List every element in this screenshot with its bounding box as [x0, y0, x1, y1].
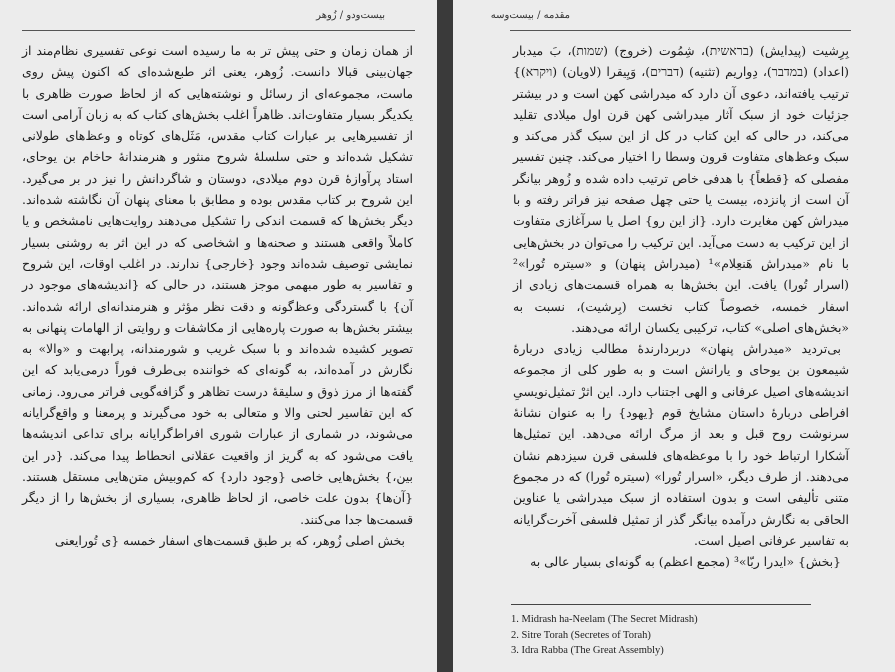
footnote: 2. Sitre Torah (Secretes of Torah)	[511, 629, 651, 641]
running-header: مقدمه / بیست‌وسه	[490, 10, 570, 21]
footnote: 3. Idra Rabba (The Great Assembly)	[511, 645, 664, 656]
right-page	[453, 0, 895, 672]
left-page	[0, 0, 437, 672]
header-rule	[22, 30, 415, 31]
paragraph: بی‌تردید «میدراش پنهان» دربردارندهٔ مطالب زیادی دربارهٔ شیمعون بن یوحای و یارانش است و به طور کلی از مجموعه اندیشه‌های اصیل عرفانی و الهی اجتناب دارد. این اثرْ تمثیل‌نویسیِ افراطی دربارهٔ داستان مشایخ قوم {یهود} را به عنوان نشانهٔ سرنوشت روح قبل و بعد از مرگ ارائه می‌دهد. این تمثیل‌ها آشکارا ارتباط خود را با موعظه‌های فلسفی قرن سیزدهم نشان می‌دهند. از طرف دیگر، «اسرار تُورا» (سیتره تُورا) که در مجموع متنی تألیفی است و بدون استفاده از سبک میدراشی یا عناوین الحاقی به نگارش درآمده بیانگر گذر از تمثیل فلسفی آخرت‌گرایانه به تفاسیر عرفانی اصیل است.	[513, 341, 849, 548]
paragraph: از همان زمان و حتی پیش تر به ما رسیده است نوعی تفسیری نظام‌مند از جهان‌بینی قبالا دانست. زُوهر، یعنی اثر طبع‌شده‌ای که اکنون پیش روی ماست، مجموعه‌ای از رسائل و نوشته‌هایی که از لحاظ صورت ظاهری با یکدیگر بسیار متفاوت‌اند. ظاهراً اغلب بخش‌های کتاب که به زبان آرامی است از تفسیرهایی بر عبارات کتاب مقدس، مَثَل‌های کوتاه و وعظ‌های طولانی تشکیل شده‌اند و حتی سلسلهٔ شروح منثور و هنرمندانهٔ حاخام بن یوحای، استاد پرآوازهٔ قرن دوم میلادی، دوستان و شاگردانش را نیز در بر می‌گیرد. این شروح بر کتاب مقدس بوده و مطابق با معنای پنهان آن نگاشته شده‌اند. دیگر بخش‌ها که قسمت اندکی را تشکیل می‌دهند روایت‌هایی نامشخص و یا کاملاً واقعی هستند و صحنه‌ها و اشخاصی که در این اثر به روشنی بسیار نمایشی توصیف شده‌اند وجود {خارجی} ندارند. در اغلب اوقات، این شروح و تفاسیر به طور مبهمی موجز هستند، در حالی که {اندیشه‌های موجود در آن} با گستردگی وعظ‌گونه و دقت نظر مؤثر و هنرمندانه‌ای ارائه شده‌اند. بیشتر بخش‌ها به صورت پاره‌هایی از مکاشفات و روایتی از الهامات پنهانی به تصویر کشیده شده‌اند و با سبک غریب و شورمندانه، پرابهت و «والا» به نگارش در آمده‌اند، به گونه‌ای که خواننده بی‌طرف فوراً درمی‌یابد که این گفته‌ها از مرز ذوق و سلیقهٔ درست تظاهر و گزافه‌گویی فراتر می‌رود. زمانی که این تفاسیر لحنی والا و متعالی به خود می‌گیرند و پرمعنا و واقع‌گرایانه می‌شوند، در شماری از عبارات شوری افراط‌گرایانه برای تداعی اندیشه‌ها یافت می‌شود که به گریز از واقعیت عقلانی انحطاط پیدا می‌کند. {در این بین،} بخش‌هایی خاصی {وجود دارد} که کم‌وبیش متن‌هایی مستقل هستند. {آن‌ها} بدون علت خاصی، از لحاظ ظاهری، بسیاری از بخش‌ها را از دیگر قسمت‌ها جدا می‌کنند.	[22, 43, 413, 527]
body-text	[22, 40, 413, 551]
body-text	[513, 40, 849, 572]
paragraph: بِرِشیت (پیدایش) (בראשית)، شِمُوت (خروج) (שמות)، بَ میدبار (اعداد) (במדבר)، دِواریم (تثنیه) (דברים)، وَیِیقرا (لاویان) (ויקרא)} ترتیب یافته‌اند، دعوی آن دارد که میدراشی کهن است و در بیشتر جزئیات خود از سبک آثار میدراشی کهن قرن اول میلادی تقلید می‌کند، در حالی که این کتاب در کل از این سبک گذر می‌کند و سبک وعظ‌های متفاوت قرون وسطا را اختیار می‌کند. چنین تفسیر مفصلی که {قطعاً} با هدفی خاص ترتیب داده شده و زُوهر بیانگر آن است از پانزده، بیست یا حتی چهل صفحه نیز فراتر رفته و با میدراش کهن مغایرت دارد. {از این رو} اصل یا سرآغازی متفاوت از این ترکیب به دست می‌آید. این ترکیب را می‌توان در بخش‌هایی با نام «میدراش هَنعِلام»¹ (میدراش پنهان) و «سیتره تُورا»² (اسرار تُورا) یافت. این بخش‌ها به همراه قسمت‌های زیادی از اسفار خمسه، خصوصاً کتاب نخست (بِرشیت)، نسبت به «بخش‌های اصلی» کتاب، ترکیبی یکسان ارائه می‌دهند.	[513, 43, 849, 335]
paragraph: بخش اصلی زُوهر، که بر طبق قسمت‌های اسفار خمسه {ی تُورایعنی	[54, 532, 405, 548]
header-rule	[510, 30, 851, 31]
footnote-rule	[511, 604, 811, 605]
footnote: 1. Midrash ha-Neelam (The Secret Midrash)	[511, 614, 698, 625]
footnotes	[511, 612, 698, 659]
paragraph: {بخش} «ایدرا ربّا»³ (مجمع اعظم) به گونه‌ای بسیار عالی به	[530, 554, 841, 570]
running-header: بیست‌ودو / زُوهر	[316, 10, 385, 21]
